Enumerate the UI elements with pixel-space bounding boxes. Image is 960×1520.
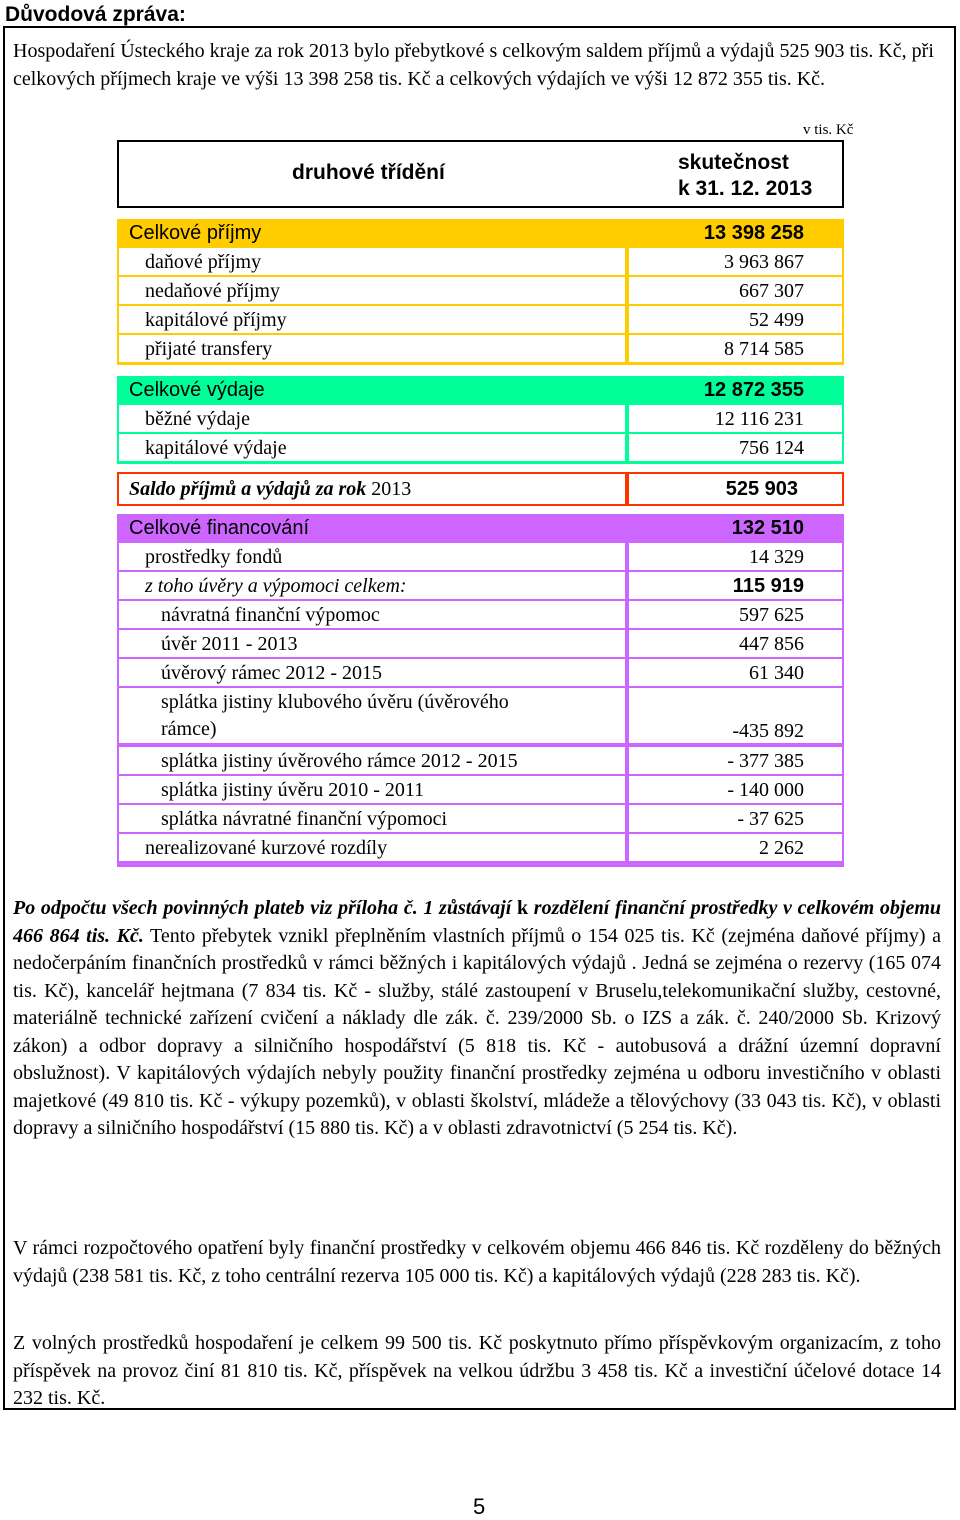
saldo-value: 525 903	[725, 478, 798, 500]
header-actual	[678, 150, 812, 202]
income-total-row	[117, 219, 844, 248]
summary-body: Tento přebytek vznikl přeplněním vlastních příjmů o 154 025 tis. Kč (zejména daňové příjmy) a nedočerpáním finančních prostředků v rámci běžných i kapitálových výdajů . Jedná se zejména o rezervy (165 074 tis. Kč), kancelář hejtmana (7 834 tis. Kč - služby, stálé zastoupení v Bruselu,telekomunikační služby, cestovné, materiálně technické zařízení cvičení a náklady dle zák. č. 239/2000 Sb. o IZS a zák. č. 240/2000 Sb. Krizový zákon) a odbor dopravy a silničního hospodářství (5 818 tis. Kč - autobusová a drážní územní dopravní obslužnost). V kapitálových výdajích nebyly použity finanční prostředky zejména u odboru investičního v oblasti majetkové (49 810 tis. Kč - výkupy pozemků), v oblasti školství, mládeže a tělovýchovy (33 043 tis. Kč), v oblasti dopravy a silničního hospodářství (15 880 tis. Kč) a v oblasti zdravotnictví (5 254 tis. Kč).	[13, 924, 941, 1139]
table-row	[117, 405, 844, 434]
financing-total-row	[117, 514, 844, 543]
row-label: splátka jistiny úvěrového rámce 2012 - 2015	[161, 750, 518, 772]
row-value: 2 262	[759, 837, 804, 859]
row-label: kapitálové příjmy	[145, 309, 287, 331]
row-label: úvěrový rámec 2012 - 2015	[161, 662, 383, 684]
row-label: splátka návratné finanční výpomoci	[161, 808, 448, 830]
income-block	[117, 219, 844, 365]
financing-block	[117, 514, 844, 867]
summary-k: k	[516, 897, 529, 919]
table-row	[117, 277, 844, 306]
saldo-label	[129, 478, 411, 501]
table-row	[117, 659, 844, 688]
row-label: z toho úvěry a výpomoci celkem:	[145, 575, 407, 597]
page-number: 5	[473, 1494, 486, 1519]
table-row	[117, 630, 844, 659]
saldo-block	[117, 472, 844, 506]
row-value: 52 499	[749, 309, 804, 331]
row-value: 447 856	[739, 633, 804, 655]
budget-measure-paragraph: V rámci rozpočtového opatření byly finanční prostředky v celkovém objemu 466 846 tis. Kč rozděleny do běžných výdajů (238 581 tis. Kč, z toho centrální rezerva 105 000 tis. Kč) a kapitálových výdajů (228 283 tis. Kč).	[13, 1237, 941, 1287]
row-label-cont: rámce)	[161, 718, 217, 740]
row-value: 14 329	[749, 546, 804, 568]
income-total-value: 13 398 258	[703, 222, 804, 244]
header-classification: druhové třídění	[292, 161, 445, 184]
free-funds-paragraph: Z volných prostředků hospodaření je celkem 99 500 tis. Kč poskytnuto přímo příspěvkovým organizacím, z toho příspěvek na provoz činí 81 810 tis. Kč, příspěvek na velkou údržbu 3 458 tis. Kč a investiční účelové dotace 14 232 tis. Kč.	[13, 1332, 941, 1409]
expenses-total-value: 12 872 355	[703, 379, 804, 401]
table-row	[117, 543, 844, 572]
summary-lead: Po odpočtu všech povinných plateb viz příloha č. 1 zůstávají	[13, 897, 512, 919]
table-row	[117, 688, 844, 745]
row-label: prostředky fondů	[145, 546, 283, 568]
row-value: 12 116 231	[714, 408, 804, 430]
header-actual-line1: skutečnost	[678, 151, 789, 174]
financing-total-label: Celkové financování	[129, 517, 310, 539]
row-value: 8 714 585	[724, 338, 804, 360]
row-value: 61 340	[749, 662, 804, 684]
table-row	[117, 306, 844, 335]
summary-amount: rozdělení finanční prostředky v celkovém objemu 466 864 tis. Kč.	[13, 897, 942, 947]
table-row	[117, 248, 844, 277]
header-actual-line2: k 31. 12. 2013	[678, 177, 813, 200]
document-title: Důvodová zpráva:	[5, 3, 186, 26]
row-value: - 37 625	[737, 808, 804, 830]
table-row	[117, 834, 844, 863]
row-label: běžné výdaje	[145, 408, 250, 430]
saldo-label-text: Saldo příjmů a výdajů za rok	[129, 478, 367, 500]
table-row	[117, 335, 844, 364]
row-label: přijaté transfery	[145, 338, 273, 360]
row-label: úvěr 2011 - 2013	[161, 633, 298, 655]
row-label: nerealizované kurzové rozdíly	[145, 837, 388, 859]
row-value: - 377 385	[727, 750, 804, 772]
table-row	[117, 747, 844, 776]
row-label: splátka jistiny úvěru 2010 - 2011	[161, 779, 425, 801]
row-value: 667 307	[739, 280, 804, 302]
summary-paragraph	[13, 895, 941, 1143]
row-value: 597 625	[739, 604, 804, 626]
row-label: kapitálové výdaje	[145, 437, 287, 459]
income-total-label: Celkové příjmy	[129, 222, 262, 244]
table-row	[117, 434, 844, 463]
intro-paragraph: Hospodaření Ústeckého kraje za rok 2013 bylo přebytkové s celkovým saldem příjmů a výdajů 525 903 tis. Kč, při celkových příjmech kraje ve výši 13 398 258 tis. Kč a celkových výdajích ve výši 12 872 355 tis. Kč.	[13, 40, 934, 90]
table-row	[117, 601, 844, 630]
expenses-block	[117, 376, 844, 464]
row-value: 3 963 867	[724, 251, 804, 273]
row-value: -435 892	[732, 720, 804, 742]
row-label: nedaňové příjmy	[145, 280, 280, 302]
expenses-total-label: Celkové výdaje	[129, 379, 265, 401]
row-label: návratná finanční výpomoc	[161, 604, 380, 626]
table-row	[117, 805, 844, 834]
row-label: splátka jistiny klubového úvěru (úvěrového	[161, 691, 509, 713]
saldo-year: 2013	[371, 478, 412, 500]
table-row	[117, 572, 844, 601]
table-row	[117, 776, 844, 805]
row-value: - 140 000	[727, 779, 804, 801]
row-value: 115 919	[732, 575, 804, 597]
expenses-total-row	[117, 376, 844, 405]
row-value: 756 124	[739, 437, 804, 459]
financing-total-value: 132 510	[731, 517, 804, 539]
unit-label: v tis. Kč	[803, 122, 854, 138]
row-label: daňové příjmy	[145, 251, 262, 273]
